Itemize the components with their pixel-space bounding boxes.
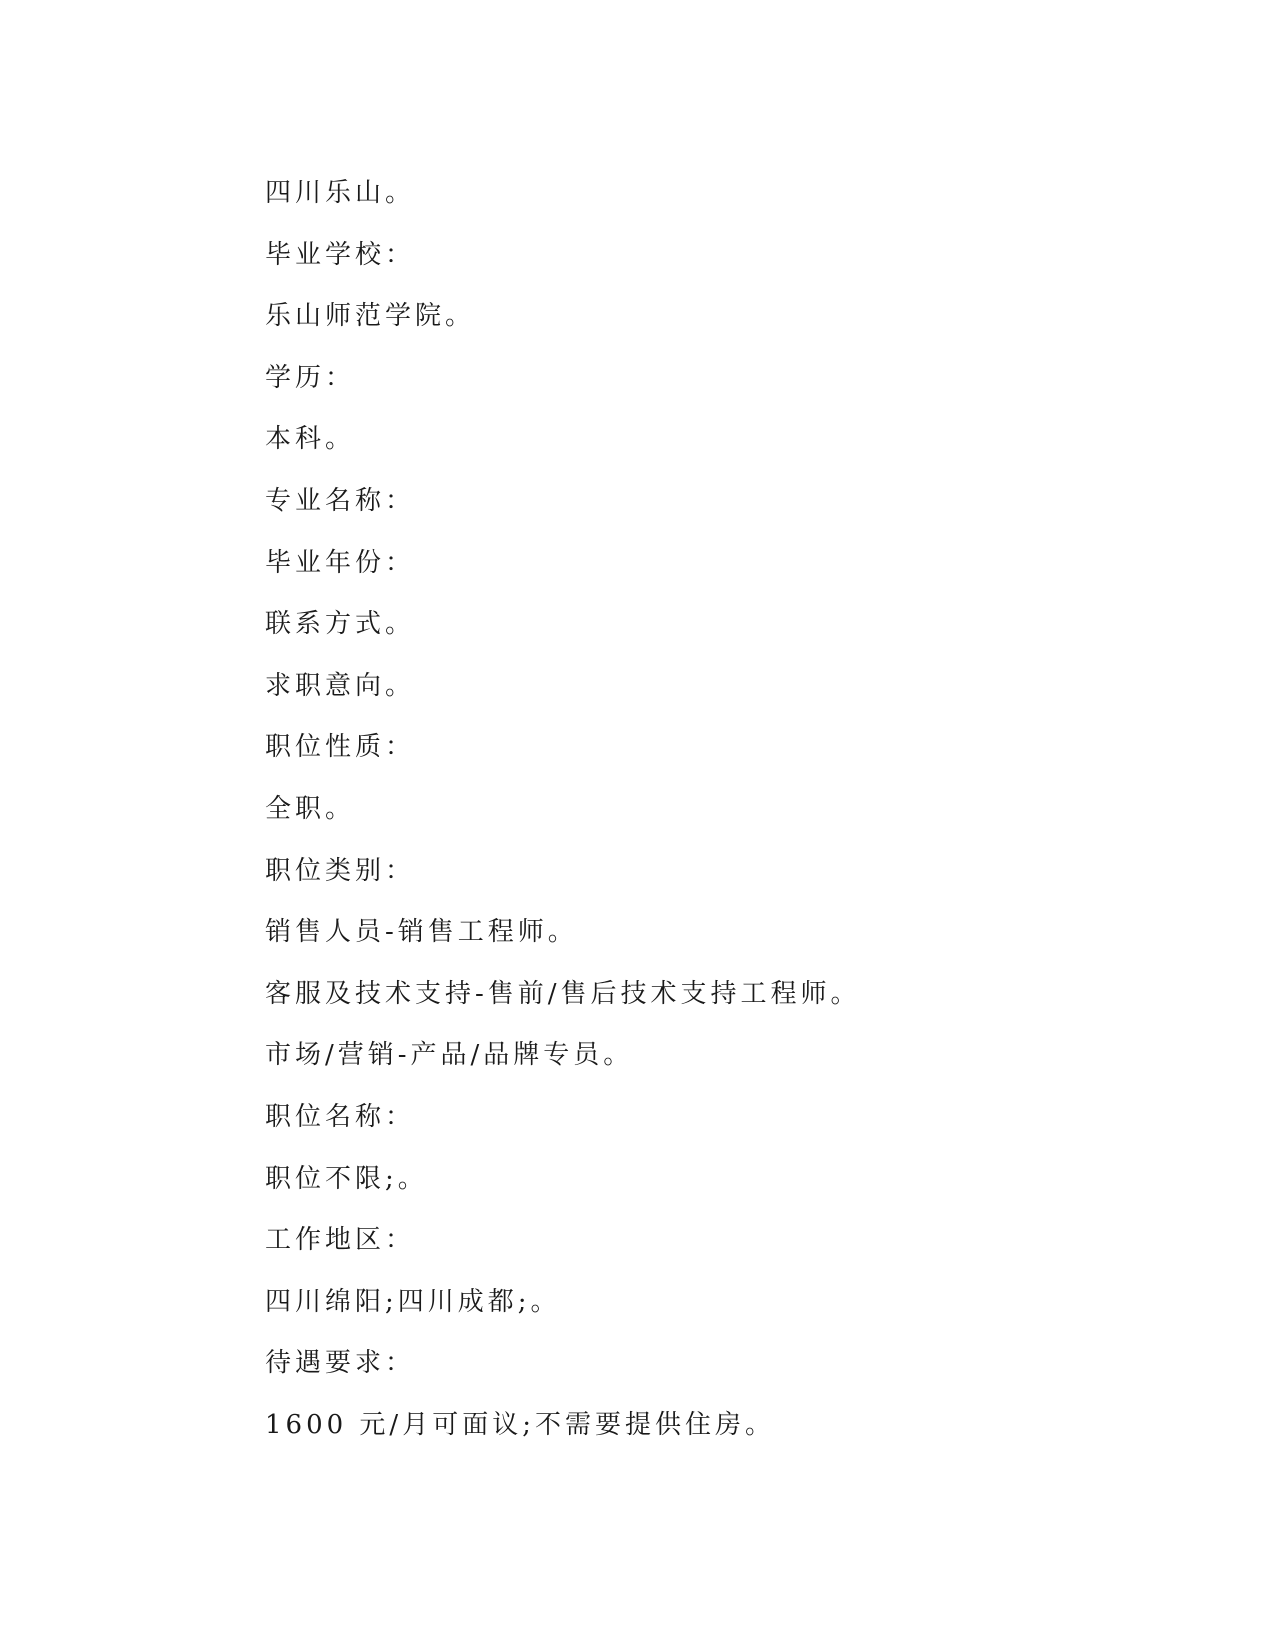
text-line: 工作地区： <box>265 1225 416 1256</box>
text-line: 职位性质： <box>265 732 416 763</box>
text-line: 客服及技术支持-售前/售后技术支持工程师。 <box>265 978 861 1009</box>
text-line: 四川乐山。 <box>265 178 416 208</box>
text-line: 本科。 <box>265 424 356 455</box>
text-line: 求职意向。 <box>265 670 416 701</box>
text-line: 职位名称： <box>265 1101 416 1132</box>
text-line: 市场/营销-产品/品牌专员。 <box>265 1040 634 1071</box>
document-body <box>265 163 1165 1456</box>
text-line: 销售人员-销售工程师。 <box>265 917 578 948</box>
text-line: 全职。 <box>265 793 356 824</box>
text-line: 专业名称： <box>265 485 416 516</box>
text-line: 职位类别： <box>265 855 416 886</box>
text-line: 四川绵阳;四川成都;。 <box>265 1286 561 1317</box>
text-line: 乐山师范学院。 <box>265 301 476 332</box>
text-line: 毕业学校： <box>265 239 416 270</box>
text-line: 待遇要求： <box>265 1348 416 1379</box>
text-line: 职位不限;。 <box>265 1163 428 1194</box>
text-line: 1600 元/月可面议;不需要提供住房。 <box>265 1409 775 1440</box>
text-line: 联系方式。 <box>265 609 416 640</box>
text-line: 毕业年份： <box>265 547 416 578</box>
text-line: 学历： <box>265 362 356 393</box>
